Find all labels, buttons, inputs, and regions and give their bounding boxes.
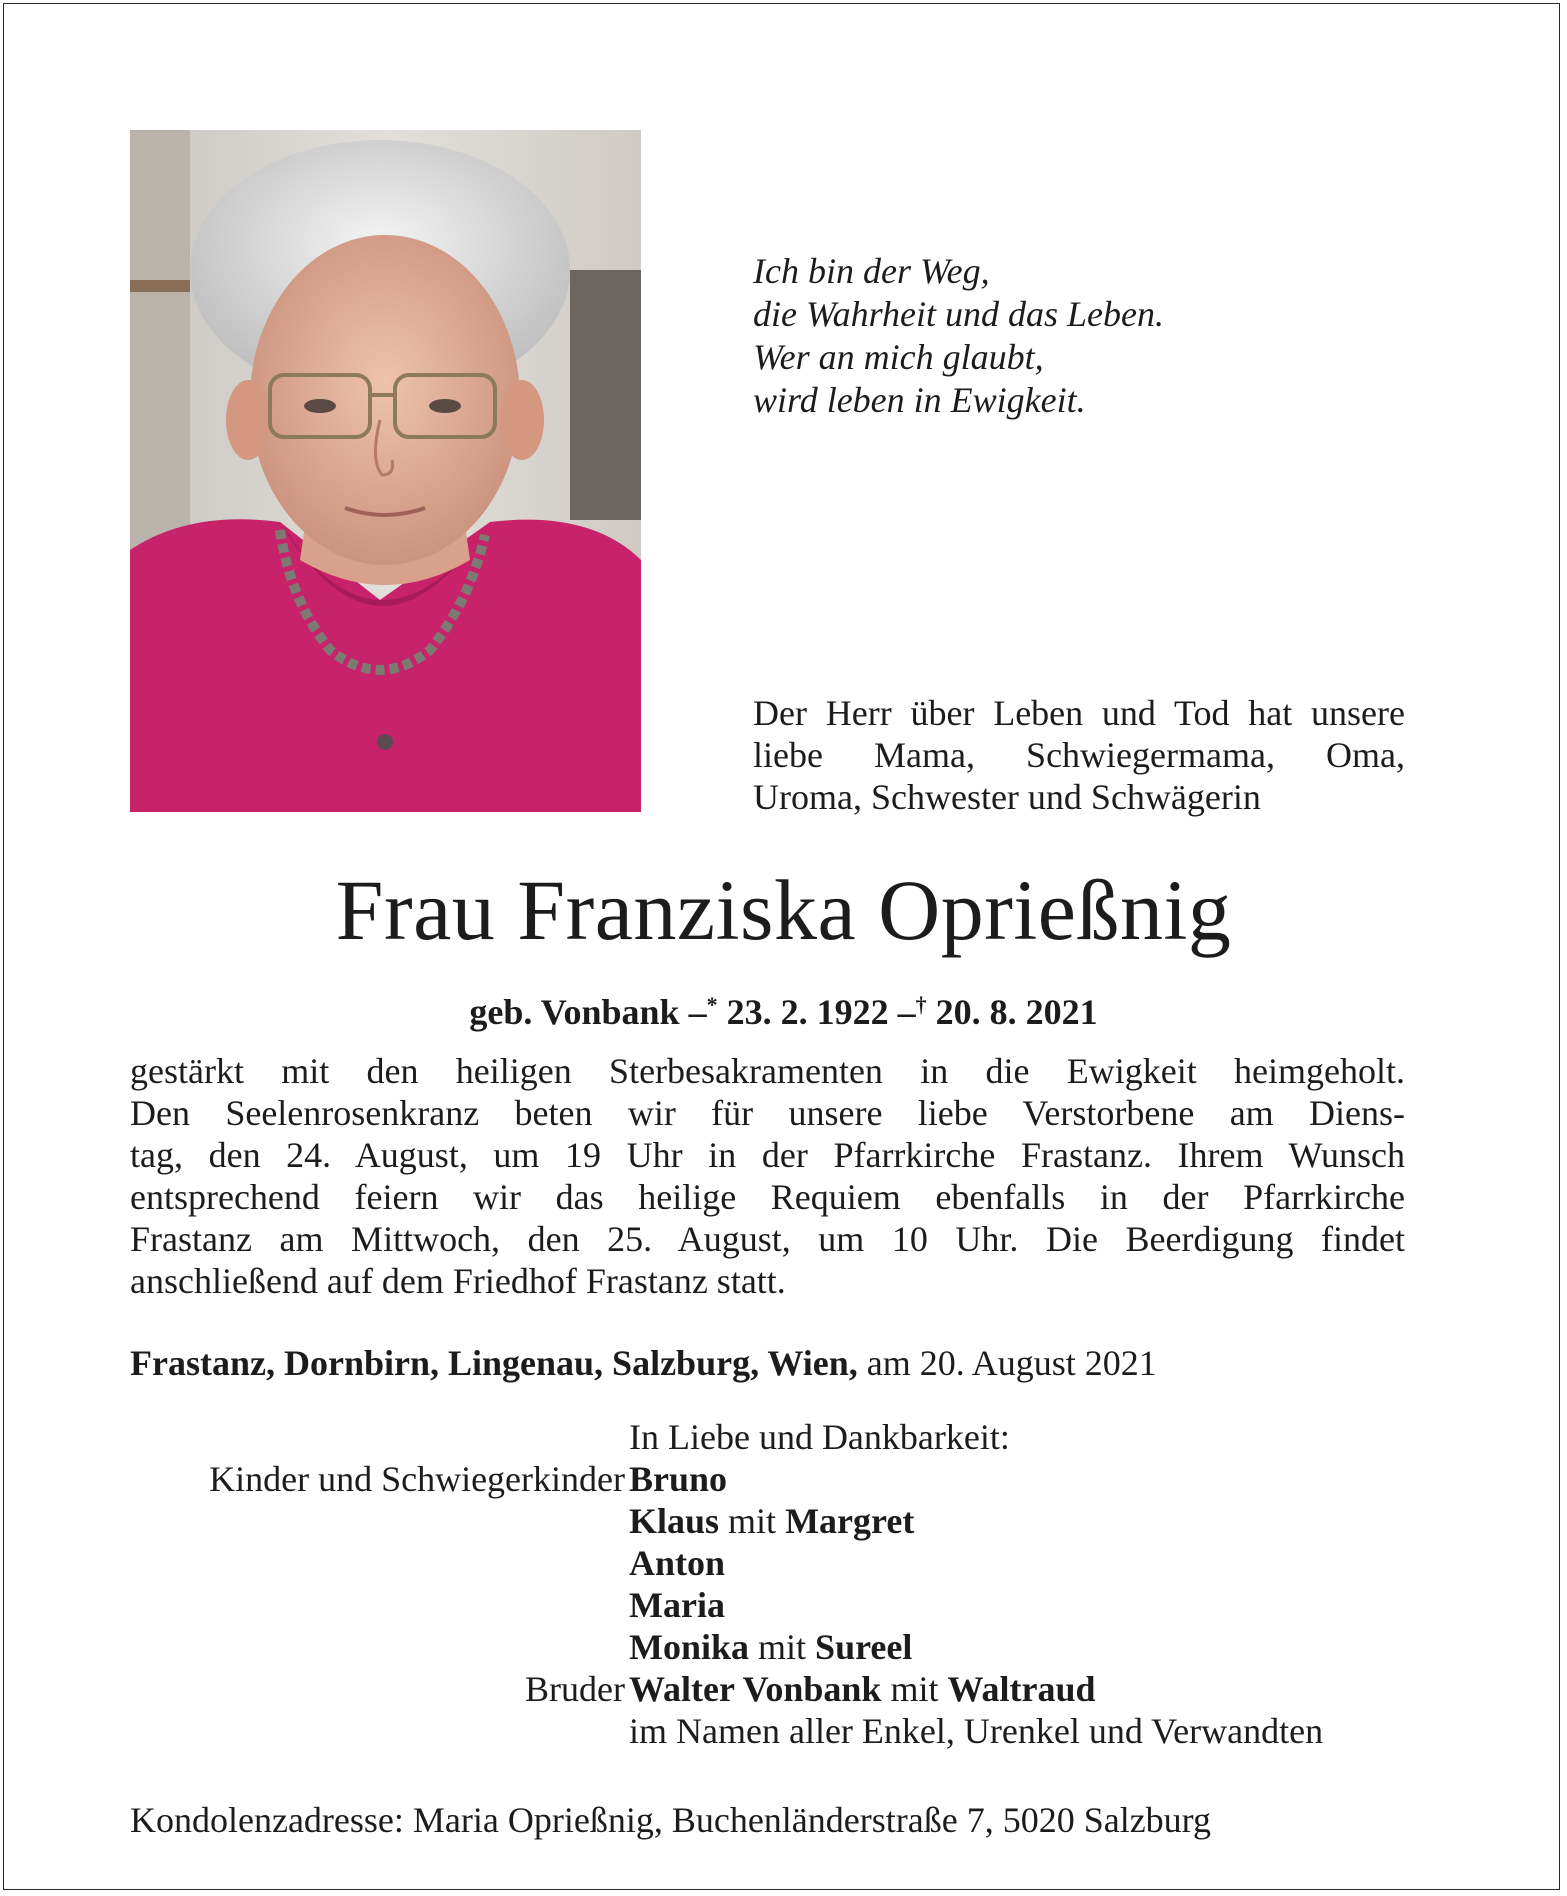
- separator: –: [897, 992, 916, 1032]
- places-line: [130, 1342, 1430, 1384]
- body-line: Den Seelenrosenkranz beten wir für unsere liebe Verstorbene am Diens-: [130, 1093, 1405, 1133]
- body-paragraph: [130, 1050, 1405, 1302]
- deceased-name: Frau Franziska Oprießnig: [335, 862, 1232, 958]
- body-line: tag, den 24. August, um 19 Uhr in der Pfarrkirche Frastanz. Ihrem Wunsch: [130, 1135, 1405, 1175]
- birth-date: 23. 2. 1922: [726, 992, 889, 1032]
- verse-line: wird leben in Ewigkeit.: [753, 380, 1086, 420]
- signer-row: [0, 1542, 1567, 1584]
- signer-row: [0, 1626, 1567, 1668]
- signer-name: Bruno: [629, 1459, 728, 1499]
- bible-verse: [753, 250, 1353, 422]
- signer-row: [0, 1500, 1567, 1542]
- death-date: 20. 8. 2021: [935, 992, 1098, 1032]
- signer-partner: Waltraud: [947, 1669, 1096, 1709]
- signer-row: [0, 1584, 1567, 1626]
- separator: –: [688, 992, 707, 1032]
- signer-row: [0, 1458, 1567, 1500]
- body-line: entsprechend feiern wir das heilige Requiem ebenfalls in der Pfarrkirche: [130, 1177, 1405, 1217]
- signers-heading-row: [0, 1416, 1567, 1458]
- signers-closing: im Namen aller Enkel, Urenkel und Verwandten: [629, 1711, 1324, 1751]
- signer-partner: Margret: [785, 1501, 915, 1541]
- signer-name: Anton: [629, 1543, 726, 1583]
- body-line: anschließend auf dem Friedhof Frastanz statt.: [130, 1261, 786, 1301]
- signer-name: Maria: [629, 1585, 725, 1625]
- signer-partner: Sureel: [815, 1627, 913, 1667]
- verse-line: die Wahrheit und das Leben.: [753, 294, 1164, 334]
- places-date: am 20. August 2021: [866, 1343, 1157, 1383]
- signer-with: mit: [758, 1627, 807, 1667]
- verse-line: Wer an mich glaubt,: [753, 337, 1044, 377]
- signer-name: Walter Vonbank: [629, 1669, 882, 1709]
- signer-name: Monika: [629, 1627, 750, 1667]
- life-dates: [0, 984, 1567, 1033]
- body-line: gestärkt mit den heiligen Sterbesakramenten in die Ewigkeit heimgeholt.: [130, 1051, 1405, 1091]
- signers-heading: In Liebe und Dankbarkeit:: [629, 1417, 1010, 1457]
- birth-name: geb. Vonbank: [469, 992, 680, 1032]
- intro-line: Der Herr über Leben und Tod hat unsere: [753, 693, 1405, 733]
- signer-row: [0, 1668, 1567, 1710]
- verse-line: Ich bin der Weg,: [753, 251, 990, 291]
- body-line: Frastanz am Mittwoch, den 25. August, um 10 Uhr. Die Beerdigung findet: [130, 1219, 1405, 1259]
- signer-with: mit: [890, 1669, 939, 1709]
- intro-line: liebe Mama, Schwiegermama, Oma,: [753, 735, 1405, 775]
- signers-block: [0, 1416, 1567, 1752]
- death-mark: †: [915, 992, 927, 1017]
- intro-paragraph: [753, 692, 1405, 818]
- places-list: Frastanz, Dornbirn, Lingenau, Salzburg, Wien,: [130, 1343, 858, 1383]
- brother-role: Bruder: [525, 1669, 625, 1709]
- birth-mark: *: [706, 992, 718, 1017]
- portrait-photo: [130, 130, 641, 812]
- portrait-photo-icon: [130, 130, 641, 812]
- intro-line: Uroma, Schwester und Schwägerin: [753, 777, 1261, 817]
- condolence-address: Kondolenzadresse: Maria Oprießnig, Buchenländerstraße 7, 5020 Salzburg: [130, 1800, 1212, 1840]
- signer-with: mit: [728, 1501, 777, 1541]
- children-role: Kinder und Schwiegerkinder: [209, 1459, 625, 1499]
- signer-row: [0, 1710, 1567, 1752]
- signer-name: Klaus: [629, 1501, 720, 1541]
